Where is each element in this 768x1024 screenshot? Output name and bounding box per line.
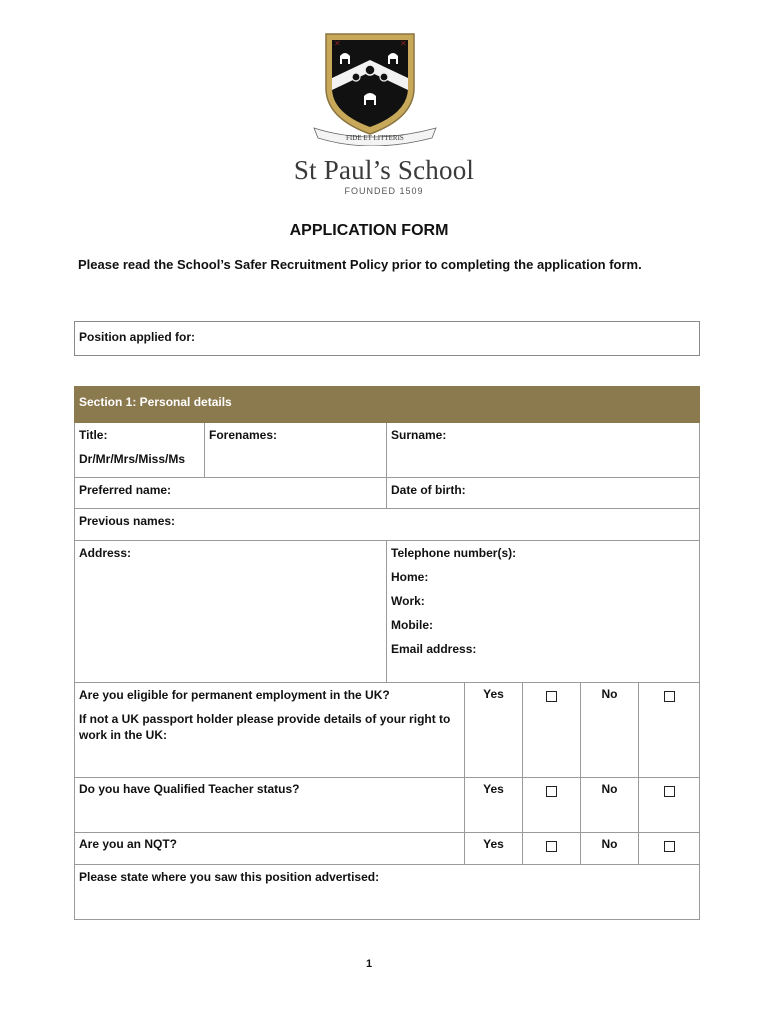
address-field[interactable] [75, 541, 387, 683]
intro-text: Please read the School’s Safer Recruitment Policy prior to completing the application form. [78, 257, 642, 272]
qts-yes-label: Yes [465, 778, 523, 833]
form-title: APPLICATION FORM [289, 222, 449, 239]
date-of-birth-field[interactable] [387, 478, 700, 509]
home-phone-label: Home: [391, 570, 429, 584]
position-applied-field[interactable] [74, 321, 700, 356]
eligible-no-checkbox[interactable] [664, 691, 675, 702]
qts-question: Do you have Qualified Teacher status? [75, 778, 465, 833]
eligibility-note: If not a UK passport holder please provide details of your right to work in the UK: [79, 712, 451, 742]
nqt-no-checkbox[interactable] [664, 841, 675, 852]
qts-yes-checkbox[interactable] [546, 786, 557, 797]
mobile-phone-label: Mobile: [391, 618, 433, 632]
address-label: Address: [79, 546, 132, 560]
eligible-yes-label: Yes [465, 683, 523, 778]
section1-header: Section 1: Personal details [75, 387, 700, 423]
work-phone-label: Work: [391, 594, 425, 608]
advertised-field[interactable] [75, 865, 700, 920]
nqt-no-label: No [581, 833, 639, 865]
title-options: Dr/Mr/Mrs/Miss/Ms [79, 452, 186, 466]
previous-names-field[interactable] [75, 509, 700, 541]
svg-text:✕: ✕ [400, 39, 407, 48]
preferred-name-field[interactable] [75, 478, 387, 509]
founded-year: FOUNDED 1509 [344, 186, 424, 196]
forenames-field[interactable] [205, 423, 387, 478]
crest-motto: FIDE ET LITTERIS [346, 134, 404, 142]
date-of-birth-label: Date of birth: [391, 483, 466, 497]
crest-icon [310, 30, 440, 146]
eligible-no-label: No [581, 683, 639, 778]
nqt-yes-checkbox[interactable] [546, 841, 557, 852]
svg-text:✕: ✕ [334, 39, 341, 48]
title-field[interactable] [75, 423, 205, 478]
school-crest [310, 30, 440, 146]
email-label: Email address: [391, 642, 477, 656]
position-applied-label: Position applied for: [79, 330, 195, 344]
telephone-label: Telephone number(s): [391, 546, 517, 560]
nqt-question: Are you an NQT? [75, 833, 465, 865]
eligibility-question[interactable] [75, 683, 465, 778]
qts-no-checkbox[interactable] [664, 786, 675, 797]
surname-label: Surname: [391, 428, 447, 442]
forenames-label: Forenames: [209, 428, 278, 442]
eligibility-label: Are you eligible for permanent employment in the UK? [79, 688, 390, 702]
telephone-field[interactable] [387, 541, 700, 683]
page-number: 1 [365, 958, 373, 970]
title-label: Title: [79, 428, 108, 442]
advertised-label: Please state where you saw this position advertised: [79, 870, 380, 884]
eligible-yes-checkbox[interactable] [546, 691, 557, 702]
nqt-yes-label: Yes [465, 833, 523, 865]
personal-details-table [74, 386, 700, 920]
previous-names-label: Previous names: [79, 514, 176, 528]
surname-field[interactable] [387, 423, 700, 478]
qts-no-label: No [581, 778, 639, 833]
preferred-name-label: Preferred name: [79, 483, 172, 497]
school-name: St Paul’s School [293, 155, 475, 185]
